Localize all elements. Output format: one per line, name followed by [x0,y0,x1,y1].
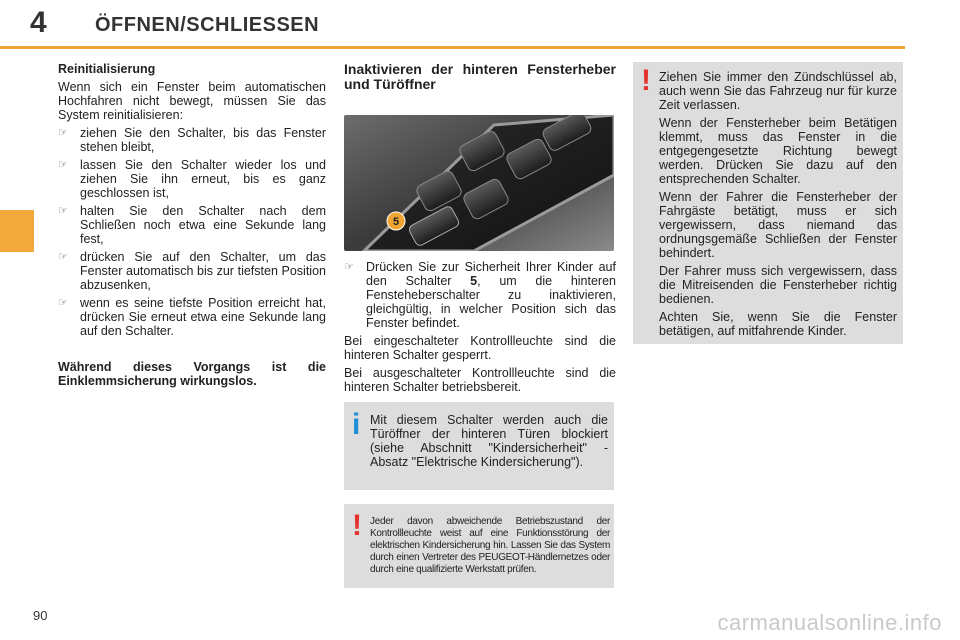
info-text: Mit diesem Schalter werden auch die Türöffner der hinteren Türen blockiert (siehe Abschnitt "Kindersicherheit" - Absatz "Elektrische Kindersicherung"). [370,413,608,469]
child-lock-text [344,260,616,398]
pointing-hand-icon: ☞ [344,261,354,273]
list-item: ☞ lassen Sie den Schalter wieder los und ziehen Sie ihn erneut, bis es ganz geschlossen ist, [58,158,326,200]
warning-paragraph: Wenn der Fahrer die Fensterheber der Fahrgäste betätigt, muss er sich vergewissern, dass niemand das ordnungsgemäße Schließen der Fenster behindert. [659,190,897,260]
chapter-title: ÖFFNEN/SCHLIESSEN [95,14,320,36]
door-switch-panel-photo [344,115,614,251]
reinitialization-section [58,62,326,392]
chapter-number: 4 [30,6,47,39]
info-icon: i [352,408,361,441]
warning-paragraph: Wenn der Fensterheber beim Betätigen klemmt, muss das Fenster in die entgegengesetzte Richtung bewegt werden. Drücken Sie dazu auf den entsprechenden Schalter. [659,116,897,186]
warning-paragraph: Der Fahrer muss sich vergewissern, dass die Mitreisenden die Fensterheber richtig bedienen. [659,264,897,306]
warning-text: Jeder davon abweichende Betriebszustand der Kontrollleuchte weist auf eine Funktionsstörung der elektrischen Kindersicherung hin. Lassen Sie das System durch einen Vertreter des PEUGEOT-Händlernetzes oder durch eine qualifizierte Werkstatt prüfen. [370,516,610,575]
pointing-hand-icon: ☞ [58,205,68,217]
warning-box-lamp-fault [344,504,614,588]
info-box [344,402,614,490]
chapter-tab-marker [0,210,34,252]
list-item: ☞ wenn es seine tiefste Position erreicht hat, drücken Sie erneut etwa eine Sekunde lang auf den Schalter. [58,296,326,338]
pointing-hand-icon: ☞ [58,297,68,309]
pointing-hand-icon: ☞ [58,251,68,263]
header-divider [0,46,905,49]
warning-icon: ! [641,64,651,97]
list-item: ☞ ziehen Sie den Schalter, bis das Fenster stehen bleibt, [58,126,326,154]
reinitialization-steps [58,126,326,338]
pointing-hand-icon: ☞ [58,127,68,139]
warning-icon: ! [352,509,362,542]
warning-paragraph: Ziehen Sie immer den Zündschlüssel ab, auch wenn Sie das Fahrzeug nur für kurze Zeit verlassen. [659,70,897,112]
reinitialization-heading: Reinitialisierung [58,62,156,76]
reinitialization-intro: Wenn sich ein Fenster beim automatischen Hochfahren nicht bewegt, müssen Sie das System reinitialisieren: [58,80,326,122]
watermark: carmanualsonline.info [717,610,942,635]
switch-5-callout: 5 [392,216,400,228]
list-item: ☞ drücken Sie auf den Schalter, um das Fenster automatisch bis zur tiefsten Position abzusenken, [58,250,326,292]
child-lock-section [344,62,616,96]
warning-paragraph: Achten Sie, wenn Sie die Fenster betätigen, auf mitfahrende Kinder. [659,310,897,338]
lamp-off-text: Bei ausgeschalteter Kontrollleuchte sind die hinteren Schalter betriebsbereit. [344,366,616,394]
list-item: ☞ Drücken Sie zur Sicherheit Ihrer Kinder auf den Schalter 5, um die hinteren Fensteheberschalter zu inaktivieren, gleichgültig, in welcher Position sich das Fenster befindet. [344,260,616,330]
anti-pinch-note: Während dieses Vorgangs ist die Einklemmsicherung wirkungslos. [58,360,326,388]
lamp-on-text: Bei eingeschalteter Kontrollleuchte sind die hinteren Schalter gesperrt. [344,334,616,362]
page-number: 90 [33,608,48,623]
warning-box-safety [633,62,903,344]
list-item: ☞ halten Sie den Schalter nach dem Schließen noch etwa eine Sekunde lang fest, [58,204,326,246]
child-lock-heading: Inaktivieren der hinteren Fensterheber und Türöffner [344,61,616,92]
pointing-hand-icon: ☞ [58,159,68,171]
